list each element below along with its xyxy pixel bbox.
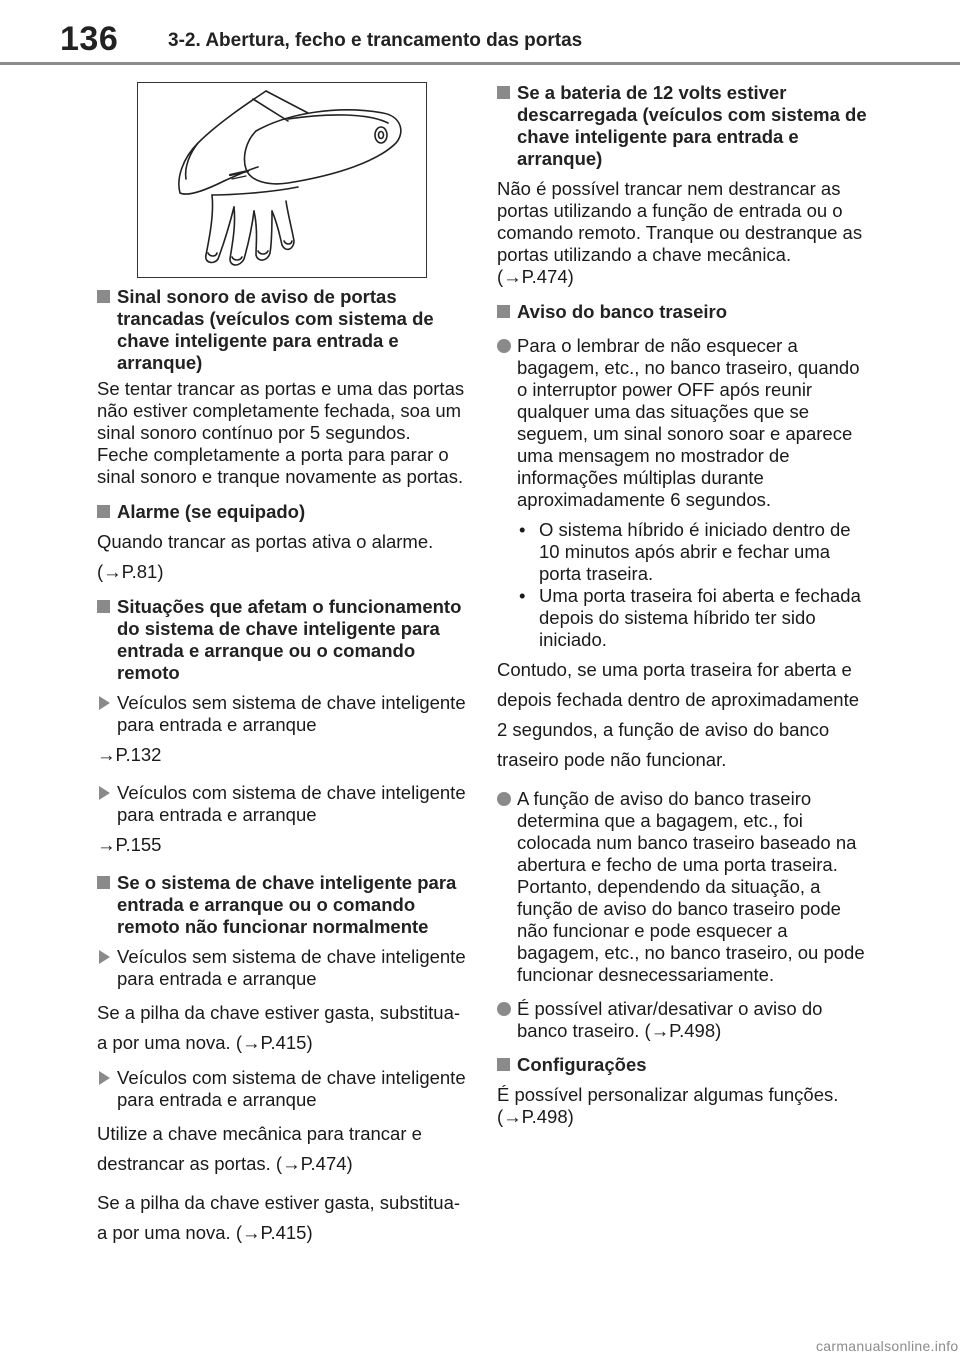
item-without-smart-key: Veículos sem sistema de chave inteligente para entrada e arranque — [97, 692, 467, 736]
body-settings: É possível personalizar algumas funções. (→P.498) — [497, 1084, 839, 1127]
square-bullet-icon — [97, 600, 110, 613]
item-with-smart-key-2: Veículos com sistema de chave inteligente para entrada e arranque — [97, 1067, 467, 1111]
triangle-bullet-icon — [99, 696, 110, 710]
body-replace-battery-2: Se a pilha da chave estiver gasta, substitua-a por uma nova. (→P.415) — [97, 1192, 461, 1243]
body-replace-battery-1: Se a pilha da chave estiver gasta, substitua-a por uma nova. (→P.415) — [97, 1002, 461, 1053]
heading-conditions-affecting-operation: Situações que afetam o funcionamento do sistema de chave inteligente para entrada e arranque ou o comando remoto — [97, 596, 467, 684]
right-column — [497, 82, 867, 1137]
left-column — [97, 82, 467, 1257]
bullet-rear-door-opened: • Uma porta traseira foi aberta e fechada depois do sistema híbrido ter sido iniciado. — [519, 585, 861, 650]
ref-link-p132[interactable]: →P.132 — [97, 744, 162, 765]
item-rear-seat-determination: A função de aviso do banco traseiro determina que a bagagem, etc., foi colocada num banco traseiro baseado na abertura e fecho de uma porta traseira. Portanto, dependendo da situação, a função de aviso do banco traseiro pode não funcionar e pode esquecer a bagagem, etc., no banco traseiro, ou pode funcionar desnecessariamente. — [497, 788, 867, 986]
square-bullet-icon — [497, 86, 510, 99]
section-title: 3-2. Abertura, fecho e trancamento das portas — [168, 30, 583, 51]
triangle-bullet-icon — [99, 786, 110, 800]
body-12v-battery-discharged: Não é possível trancar nem destrancar as portas utilizando a função de entrada ou o comando remoto. Tranque ou destranque as portas utilizando a chave mecânica. (→P.474) — [497, 178, 863, 287]
page-number: 136 — [60, 20, 119, 58]
body-alarm: Quando trancar as portas ativa o alarme. (→P.81) — [97, 531, 434, 582]
heading-alarm: Alarme (se equipado) — [97, 501, 467, 523]
body-mechanical-key: Utilize a chave mecânica para trancar e destrancar as portas. (→P.474) — [97, 1123, 422, 1174]
circle-bullet-icon — [497, 792, 511, 806]
heading-settings: Configurações — [497, 1054, 867, 1076]
square-bullet-icon — [497, 305, 510, 318]
hand-on-door-handle-image — [138, 83, 425, 276]
ref-link-p155[interactable]: →P.155 — [97, 834, 162, 855]
bullet-hybrid-started: • O sistema híbrido é iniciado dentro de 10 minutos após abrir e fechar uma porta traseira. — [519, 519, 851, 584]
watermark: carmanualsonline.info — [816, 1338, 959, 1354]
circle-bullet-icon — [497, 339, 511, 353]
triangle-bullet-icon — [99, 950, 110, 964]
triangle-bullet-icon — [99, 1071, 110, 1085]
door-handle-illustration — [137, 82, 427, 278]
square-bullet-icon — [97, 505, 110, 518]
header-rule — [0, 62, 960, 65]
square-bullet-icon — [97, 876, 110, 889]
heading-lock-warning-buzzer: Sinal sonoro de aviso de portas trancadas (veículos com sistema de chave inteligente para entrada e arranque) — [97, 286, 467, 374]
item-without-smart-key-2: Veículos sem sistema de chave inteligente para entrada e arranque — [97, 946, 467, 990]
page-header — [0, 0, 960, 66]
heading-not-functioning-normally: Se o sistema de chave inteligente para entrada e arranque ou o comando remoto não funcionar normalmente — [97, 872, 467, 938]
heading-12v-battery-discharged: Se a bateria de 12 volts estiver descarregada (veículos com sistema de chave inteligente para entrada e arranque) — [497, 82, 867, 170]
circle-bullet-icon — [497, 1002, 511, 1016]
body-lock-warning-buzzer: Se tentar trancar as portas e uma das portas não estiver completamente fechada, soa um sinal sonoro contínuo por 5 segundos. Feche completamente a porta para parar o sinal sonoro e tranque novamente as portas. — [97, 378, 465, 487]
square-bullet-icon — [97, 290, 110, 303]
item-rear-seat-reminder-intro: Para o lembrar de não esquecer a bagagem, etc., no banco traseiro, quando o interruptor power OFF após reunir qualquer uma das situações que se seguem, um sinal sonoro soar e aparece uma mensagem no mostrador de informações múltiplas durante aproximadamente 6 segundos. — [497, 335, 867, 511]
item-with-smart-key: Veículos com sistema de chave inteligente para entrada e arranque — [97, 782, 467, 826]
body-rear-seat-exception: Contudo, se uma porta traseira for aberta e depois fechada dentro de aproximadamente 2 segundos, a função de aviso do banco traseiro pode não funcionar. — [497, 659, 860, 770]
heading-rear-seat-reminder: Aviso do banco traseiro — [497, 301, 867, 323]
square-bullet-icon — [497, 1058, 510, 1071]
item-rear-seat-toggle: É possível ativar/desativar o aviso do banco traseiro. (→P.498) — [497, 998, 867, 1042]
